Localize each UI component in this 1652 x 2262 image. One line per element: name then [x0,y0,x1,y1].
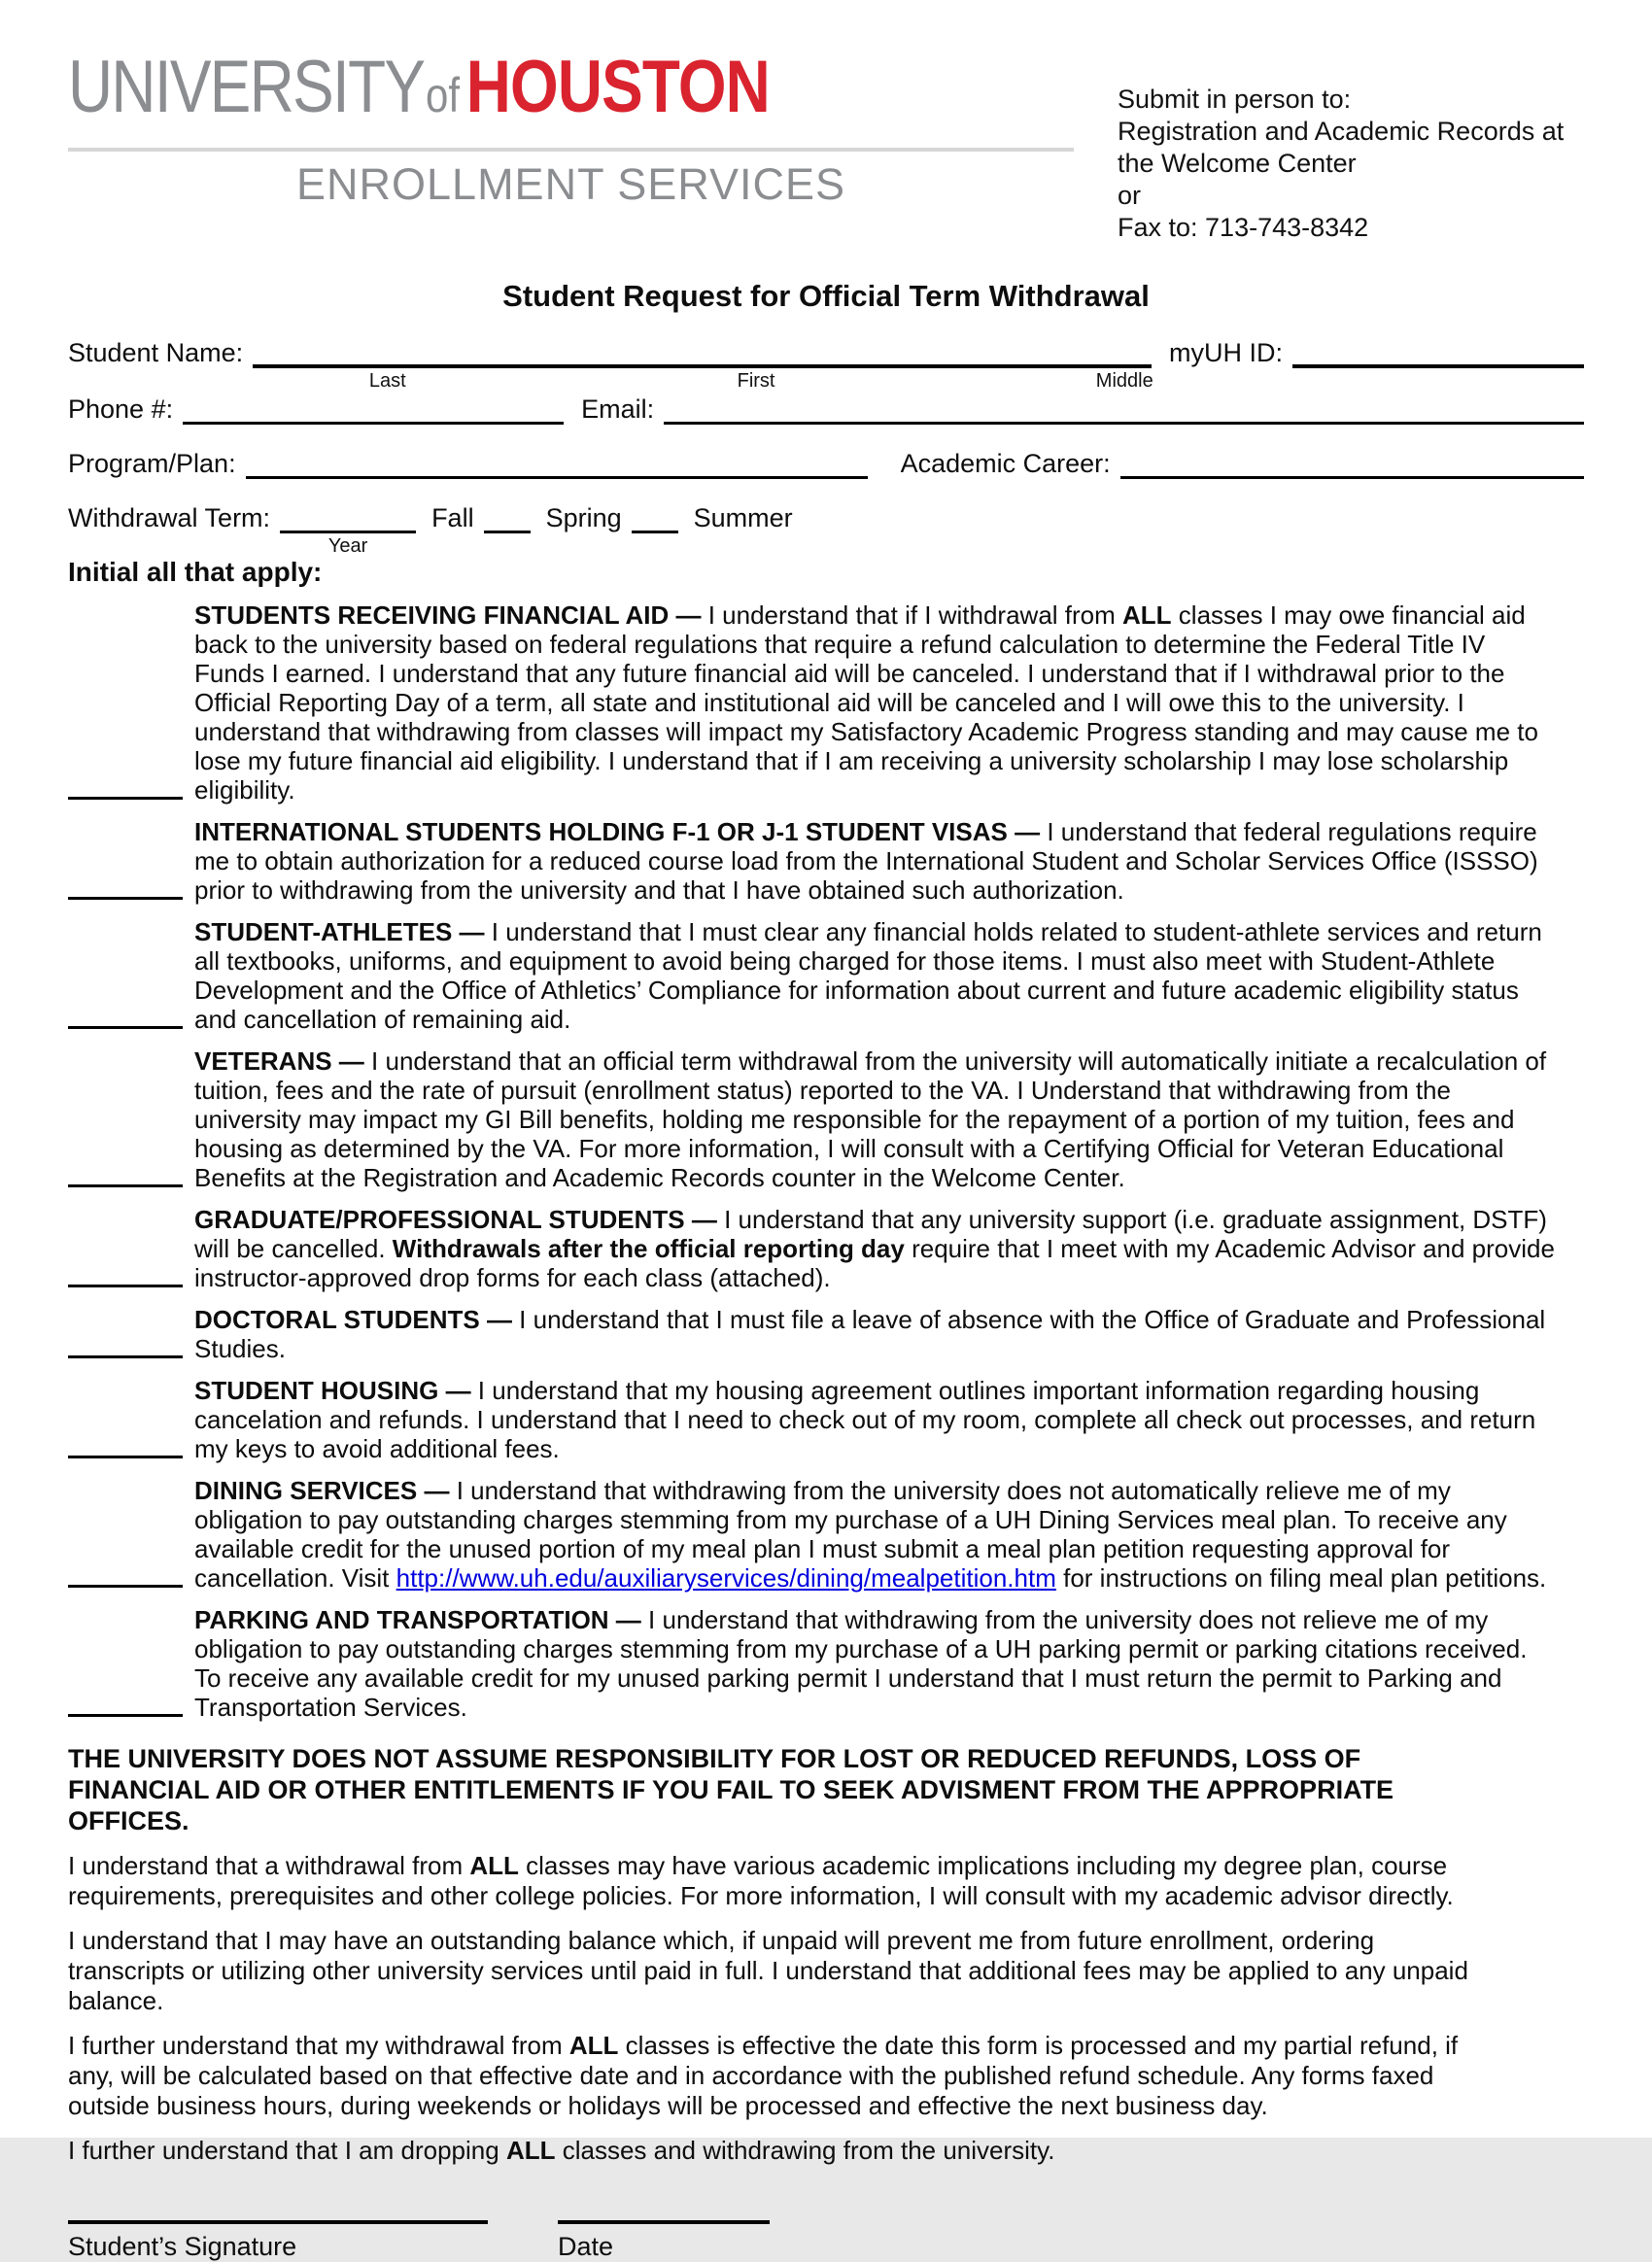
myuh-id-label: myUH ID: [1169,338,1283,367]
item-text: I understand that an official term withdrawal from the university will automatically initiate a recalculation of tuition, fees and the rate of pursuit (enrollment status) reported to the VA. I Understand that withdrawing from the university may impact my GI Bill benefits, holding me responsible for the repayment of a portion of my tuition, fees and housing as determined by the VA. For more information, I will consult with a Certifying Official for Veteran Educational Benefits at the Registration and Academic Records counter in the Welcome Center. [194,1046,1547,1192]
withdrawal-term-label: Withdrawal Term: [68,503,271,532]
initial-heading: Initial all that apply: [68,557,323,587]
item-paragraph [194,1305,1555,1363]
initial-blank-veterans[interactable] [68,1184,183,1187]
academic-career-field[interactable] [1120,448,1584,479]
item-bold-text: STUDENTS RECEIVING FINANCIAL AID — [194,600,708,630]
disclaimer: THE UNIVERSITY DOES NOT ASSUME RESPONSIBILITY FOR LOST OR REDUCED REFUNDS, LOSS OF FINANCIAL AID OR OTHER ENTITLEMENTS IF YOU FAIL TO SEEK ADVISMENT FROM THE APPROPRIATE OFFICES. [68,1744,1394,1835]
uh-logo [68,46,1074,210]
item-text: I understand that my housing agreement outlines important information regarding housing cancelation and refunds. I understand that I need to check out of my room, complete all check out processes, and return my keys to avoid additional fees. [194,1376,1536,1463]
initial-blank-graduate-professional[interactable] [68,1285,183,1287]
term-option-blank[interactable] [484,506,531,533]
item-paragraph [194,1376,1555,1463]
program-plan-label: Program/Plan: [68,449,236,478]
uh-logo-university-text: UNIVERSITY [68,46,425,128]
item-paragraph [194,1046,1555,1192]
item-paragraph [194,817,1555,905]
phone-email-row [68,394,1584,425]
submit-instructions [1118,51,1584,244]
term-options [416,503,803,533]
submit-info-line: the Welcome Center [1118,149,1357,178]
initial-blank-doctoral[interactable] [68,1355,183,1358]
initial-item-international-students [194,817,1555,905]
date-field[interactable] [558,2220,770,2224]
name-sublabel-last: Last [368,370,406,392]
item-bold-text: ALL [469,1851,519,1880]
item-text: for instructions on filing meal plan petitions. [1055,1563,1547,1593]
closing-paragraph [68,2136,1497,2166]
closing-paragraph [68,1926,1497,2016]
initial-item-student-housing [194,1376,1555,1463]
year-sublabel: Year [327,535,368,557]
term-option-summer: Summer [693,503,793,532]
submit-info-line: Submit in person to: [1118,85,1352,114]
item-text: I understand that federal regulations require me to obtain authorization for a reduced course load from the International Student and Scholar Services Office (ISSSO) prior to withdrawing from the university and that I have obtained such authorization. [194,817,1538,905]
program-career-row [68,448,1584,479]
name-sublabel-middle: Middle [1095,370,1153,392]
item-text: I understand that withdrawing from the university does not automatically relieve me of my obligation to pay outstanding charges stemming from my purchase of a UH Dining Services meal plan. To receive any available credit for the unused portion of my meal plan I must submit a meal plan petition requesting approval for cancellation. Visit [194,1476,1507,1593]
term-option-blank[interactable] [632,506,678,533]
name-sublabel-first: First [737,370,775,392]
item-text: require that I meet with my Academic Advisor and provide instructor-approved drop forms for each class (attached). [194,1234,1555,1292]
student-signature-label: Student’s Signature [68,2232,297,2261]
item-bold-text: VETERANS — [194,1046,372,1076]
student-name-label: Student Name: [68,338,244,367]
item-text: I understand that I must clear any financial holds related to student-athlete services and return all textbooks, uniforms, and equipment to avoid being charged for those items. I must also meet with Student-Athlete Development and the Office of Athletics’ Compliance for information about current and future academic eligibility status and cancellation of remaining aid. [194,917,1542,1034]
item-bold-text: STUDENT HOUSING — [194,1376,478,1405]
form-title: Student Request for Official Term Withdrawal [502,279,1150,313]
program-plan-field[interactable] [246,448,868,479]
email-field[interactable] [664,394,1584,425]
signature-block [68,2220,1584,2262]
initial-blank-student-athletes[interactable] [68,1026,183,1029]
initial-blank-parking-transportation[interactable] [68,1714,183,1717]
item-bold-text: ALL [505,2136,556,2165]
item-paragraph [194,1205,1555,1292]
item-text: classes may have various academic implications including my degree plan, course requirements, prerequisites and other college policies. For more information, I will consult with my academic advisor directly. [68,1851,1454,1910]
item-text: I understand that if I withdrawal from [707,600,1123,630]
closing-paragraphs [68,1851,1584,2166]
uh-logo-of-text: of [425,68,461,122]
item-bold-text: STUDENT-ATHLETES — [194,917,492,946]
item-text: I understand that any university support (i.e. graduate assignment, DSTF) will be cancelled. [194,1205,1547,1263]
item-text: classes is effective the date this form is processed and my partial refund, if any, will be calculated based on that effective date and in accordance with the published refund schedule. Any forms faxed outside business hours, during weekends or holidays will be processed and effective the next business day. [68,2031,1459,2120]
item-text: classes and withdrawing from the university. [555,2136,1055,2165]
item-bold-text: DOCTORAL STUDENTS — [194,1305,520,1334]
phone-field[interactable] [183,394,564,425]
initial-item-parking-transportation [194,1605,1555,1722]
page-header [68,46,1584,244]
submit-info-line: or [1118,181,1142,210]
term-year-field[interactable] [280,502,416,557]
student-name-field[interactable] [253,337,1153,392]
uh-logo-houston-text: HOUSTON [465,46,770,128]
closing-paragraph [68,2031,1497,2121]
item-bold-text: PARKING AND TRANSPORTATION — [194,1605,649,1634]
item-bold-text: INTERNATIONAL STUDENTS HOLDING F-1 OR J-1 STUDENT VISAS — [194,817,1048,846]
academic-career-label: Academic Career: [900,449,1111,478]
item-text: I understand that withdrawing from the university does not relieve me of my obligation to pay outstanding charges stemming from my purchase of a UH parking permit or parking citations received. To receive any available credit for my unused parking permit I understand that I must return the permit to Parking and Transportation Services. [194,1605,1528,1722]
initial-item-doctoral [194,1305,1555,1363]
item-text: I understand that a withdrawal from [68,1851,470,1880]
meal-petition-link[interactable]: http://www.uh.edu/auxiliaryservices/dining/mealpetition.htm [396,1563,1056,1593]
item-text: I further understand that I am dropping [68,2136,506,2165]
item-paragraph [194,600,1555,805]
initial-item-veterans [194,1046,1555,1192]
item-bold-text: ALL [568,2031,619,2060]
enrollment-services-subtitle: ENROLLMENT SERVICES [296,159,845,209]
initial-blank-student-housing[interactable] [68,1456,183,1458]
email-label: Email: [581,394,655,424]
logo-divider-rule [68,148,1074,152]
phone-label: Phone #: [68,394,174,424]
uh-logo-wordmark [68,46,912,128]
initial-item-financial-aid [194,600,1555,805]
initial-blank-financial-aid[interactable] [68,797,183,800]
submit-info-line: Fax to: 713-743-8342 [1118,213,1369,242]
item-bold-text: DINING SERVICES — [194,1476,457,1505]
initial-item-student-athletes [194,917,1555,1034]
withdrawal-term-row [68,502,1584,557]
item-text: classes I may owe financial aid back to the university based on federal regulations that require a refund calculation to determine the Federal Title IV Funds I earned. I understand that any future financial aid will be canceled. I understand that if I withdrawal prior to the Official Reporting Day of a term, all state and institutional aid will be canceled and I will owe this to the university. I understand that withdrawing from classes will impact my Satisfactory Academic Progress standing and may cause me to lose my future financial aid eligibility. I understand that if I am receiving a university scholarship I may lose scholarship eligibility. [194,600,1538,805]
initial-blank-dining-services[interactable] [68,1585,183,1588]
item-text: I understand that I may have an outstanding balance which, if unpaid will prevent me from future enrollment, ordering transcripts or utilizing other university services until paid in full. I understand that additional fees may be applied to any unpaid balance. [68,1926,1468,2015]
submit-info-line: Registration and Academic Records at [1118,117,1565,146]
student-name-row [68,337,1584,392]
item-bold-text: GRADUATE/PROFESSIONAL STUDENTS — [194,1205,725,1234]
myuh-id-field[interactable] [1292,337,1584,368]
initial-item-dining-services [194,1476,1555,1593]
item-paragraph [194,917,1555,1034]
item-text: I understand that I must file a leave of absence with the Office of Graduate and Professional Studies. [194,1305,1546,1363]
initial-blank-international-students[interactable] [68,897,183,900]
item-text: I further understand that my withdrawal from [68,2031,569,2060]
item-bold-text: Withdrawals after the official reporting day [392,1234,905,1263]
closing-paragraph [68,1851,1497,1911]
term-option-fall: Fall [431,503,474,532]
date-label: Date [558,2232,614,2261]
student-signature-field[interactable] [68,2220,488,2224]
term-option-spring: Spring [545,503,622,532]
item-paragraph [194,1476,1555,1593]
initial-item-graduate-professional [194,1205,1555,1292]
item-paragraph [194,1605,1555,1722]
item-bold-text: ALL [1122,600,1172,630]
initial-items [68,600,1584,1722]
